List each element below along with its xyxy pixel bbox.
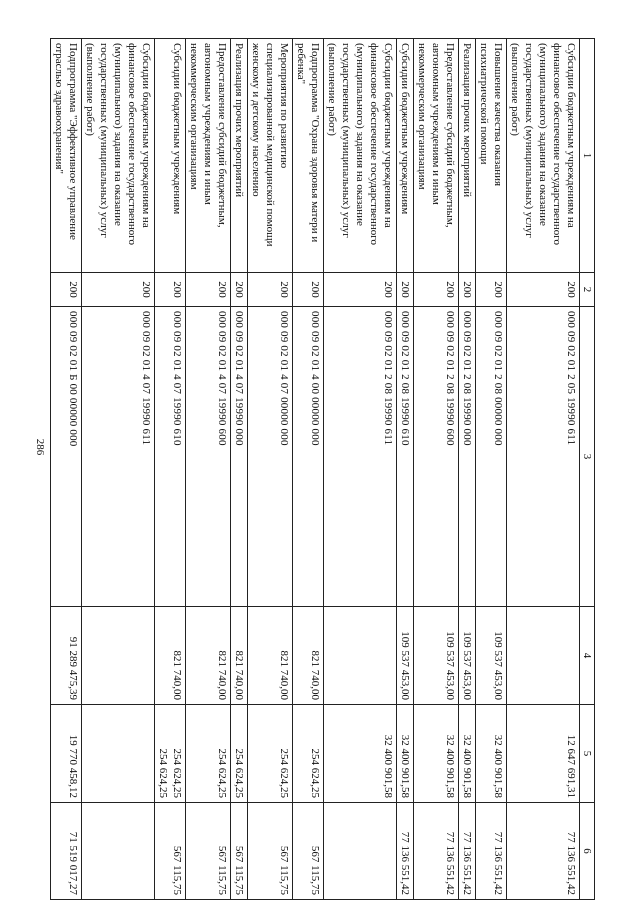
- amount-col4-cell: [82, 607, 155, 705]
- table-row: [248, 39, 293, 900]
- amount-col4-cell: 821 740,00: [293, 607, 324, 705]
- table-row: [397, 39, 414, 900]
- row-name-cell: Субсидии бюджетным учреждениям: [397, 39, 414, 273]
- budget-code-cell: 000 09 02 01 4 07 19990 000: [231, 307, 248, 607]
- admin-code-cell: 200: [459, 273, 476, 307]
- budget-table-rotated: [53, 38, 595, 899]
- amount-col6-cell: 77 136 551,42: [397, 803, 414, 900]
- budget-code-cell: 000 09 02 01 4 07 19990 611: [82, 307, 155, 607]
- admin-code-cell: 200: [324, 273, 397, 307]
- amount-col6-cell: 567 115,75: [231, 803, 248, 900]
- table-row: [476, 39, 507, 900]
- admin-code-cell: 200: [248, 273, 293, 307]
- budget-code-cell: 000 09 02 01 4 07 19990 600: [186, 307, 231, 607]
- admin-code-cell: 200: [397, 273, 414, 307]
- admin-code-cell: 200: [155, 273, 186, 307]
- amount-col6-cell: 567 115,75: [186, 803, 231, 900]
- table-row: [293, 39, 324, 900]
- table-row: [186, 39, 231, 900]
- admin-code-cell: 200: [51, 273, 82, 307]
- budget-code-cell: 000 09 02 01 2 08 19990 611: [324, 307, 397, 607]
- header-col-6: 6: [580, 803, 595, 900]
- budget-code-cell: 000 09 02 01 4 07 19990 610: [155, 307, 186, 607]
- amount-col5-cell: 32 400 901,58: [476, 705, 507, 803]
- amount-col6-cell: 567 115,75: [293, 803, 324, 900]
- admin-code-cell: 200: [476, 273, 507, 307]
- row-name-cell: Подпрограмма "Эффективное управление отраслью здравоохранения": [51, 39, 82, 273]
- row-name-cell: Субсидии бюджетным учреждениям на финансовое обеспечение государственного (муниципального) задания на оказание государственных (муниципальных) услуг (выполнение работ): [82, 39, 155, 273]
- header-col-3: 3: [580, 307, 595, 607]
- table-row: [459, 39, 476, 900]
- amount-col5-cell: 19 770 458,12: [51, 705, 82, 803]
- amount-col5-cell: 254 624,25: [293, 705, 324, 803]
- table-row: [82, 39, 155, 900]
- amount-col4-cell: [507, 607, 580, 705]
- budget-code-cell: 000 09 02 01 Б 00 00000 000: [51, 307, 82, 607]
- amount-col5-cell: 32 400 901,58: [414, 705, 459, 803]
- row-name-cell: Субсидии бюджетным учреждениям на финансовое обеспечение государственного (муниципального) задания на оказание государственных (муниципальных) услуг (выполнение работ): [507, 39, 580, 273]
- admin-code-cell: 200: [82, 273, 155, 307]
- amount-col6-cell: [82, 803, 155, 900]
- row-name-cell: Реализация прочих мероприятий: [231, 39, 248, 273]
- header-col-5: 5: [580, 705, 595, 803]
- table-row: [51, 39, 82, 900]
- row-name-cell: Реализация прочих мероприятий: [459, 39, 476, 273]
- amount-col5-cell: 32 400 901,58: [459, 705, 476, 803]
- amount-col6-cell: 77 136 551,42: [507, 803, 580, 900]
- amount-col5-cell: 12 647 691,31: [507, 705, 580, 803]
- amount-col6-cell: 71 519 017,27: [51, 803, 82, 900]
- amount-col4-cell: [324, 607, 397, 705]
- row-name-cell: Субсидии бюджетным учреждениям на финансовое обеспечение государственного (муниципального) задания на оказание государственных (муниципальных) услуг (выполнение работ): [324, 39, 397, 273]
- header-col-1: 1: [580, 39, 595, 273]
- amount-col5-cell: 32 400 901,58: [324, 705, 397, 803]
- amount-col5-cell: 254 624,25: [248, 705, 293, 803]
- amount-col5-cell: [82, 705, 155, 803]
- amount-col4-cell: 109 537 453,00: [459, 607, 476, 705]
- table-body: [51, 39, 580, 900]
- amount-col5-cell: 254 624,25: [186, 705, 231, 803]
- header-row: [580, 39, 595, 900]
- row-name-cell: Предоставление субсидий бюджетным, автономным учреждениям и иным некоммерческим организациям: [414, 39, 459, 273]
- row-name-cell: Повышение качества оказания психиатрической помощи: [476, 39, 507, 273]
- amount-col5-cell: 254 624,25 254 624,25: [155, 705, 186, 803]
- row-name-cell: Подпрограмма "Охрана здоровья матери и ребенка": [293, 39, 324, 273]
- row-name-cell: Предоставление субсидий бюджетным, автономным учреждениям и иным некоммерческим организациям: [186, 39, 231, 273]
- amount-col4-cell: 109 537 453,00: [397, 607, 414, 705]
- budget-code-cell: 000 09 02 01 4 00 00000 000: [293, 307, 324, 607]
- header-col-4: 4: [580, 607, 595, 705]
- admin-code-cell: 200: [186, 273, 231, 307]
- amount-col4-cell: 821 740,00: [248, 607, 293, 705]
- budget-code-cell: 000 09 02 01 2 05 19990 611: [507, 307, 580, 607]
- amount-col6-cell: 567 115,75: [155, 803, 186, 900]
- amount-col6-cell: 77 136 551,42: [414, 803, 459, 900]
- table-row: [414, 39, 459, 900]
- budget-table: [50, 38, 595, 900]
- amount-col4-cell: 109 537 453,00: [476, 607, 507, 705]
- amount-col4-cell: 821 740,00: [231, 607, 248, 705]
- page-number: 286: [34, 438, 46, 456]
- amount-col4-cell: 821 740,00: [155, 607, 186, 705]
- amount-col4-cell: 821 740,00: [186, 607, 231, 705]
- amount-col4-cell: 109 537 453,00: [414, 607, 459, 705]
- header-col-2: 2: [580, 273, 595, 307]
- amount-col6-cell: 567 115,75: [248, 803, 293, 900]
- amount-col5-cell: 32 400 901,58: [397, 705, 414, 803]
- admin-code-cell: 200: [414, 273, 459, 307]
- amount-col6-cell: [324, 803, 397, 900]
- table-row: [155, 39, 186, 900]
- amount-col5-cell: 254 624,25: [231, 705, 248, 803]
- admin-code-cell: 200: [231, 273, 248, 307]
- budget-code-cell: 000 09 02 01 2 08 19990 600: [414, 307, 459, 607]
- budget-code-cell: 000 09 02 01 2 08 19990 000: [459, 307, 476, 607]
- table-row: [324, 39, 397, 900]
- amount-col4-cell: 91 289 475,39: [51, 607, 82, 705]
- budget-code-cell: 000 09 02 01 4 07 00000 000: [248, 307, 293, 607]
- amount-col6-cell: 77 136 551,42: [476, 803, 507, 900]
- table-row: [231, 39, 248, 900]
- budget-code-cell: 000 09 02 01 2 08 19990 610: [397, 307, 414, 607]
- row-name-cell: Субсидии бюджетным учреждениям: [155, 39, 186, 273]
- row-name-cell: Мероприятия по развитию специализированной медицинской помощи женскому и детскому населению: [248, 39, 293, 273]
- admin-code-cell: 200: [293, 273, 324, 307]
- budget-code-cell: 000 09 02 01 2 08 00000 000: [476, 307, 507, 607]
- amount-col6-cell: 77 136 551,42: [459, 803, 476, 900]
- admin-code-cell: 200: [507, 273, 580, 307]
- table-row: [507, 39, 580, 900]
